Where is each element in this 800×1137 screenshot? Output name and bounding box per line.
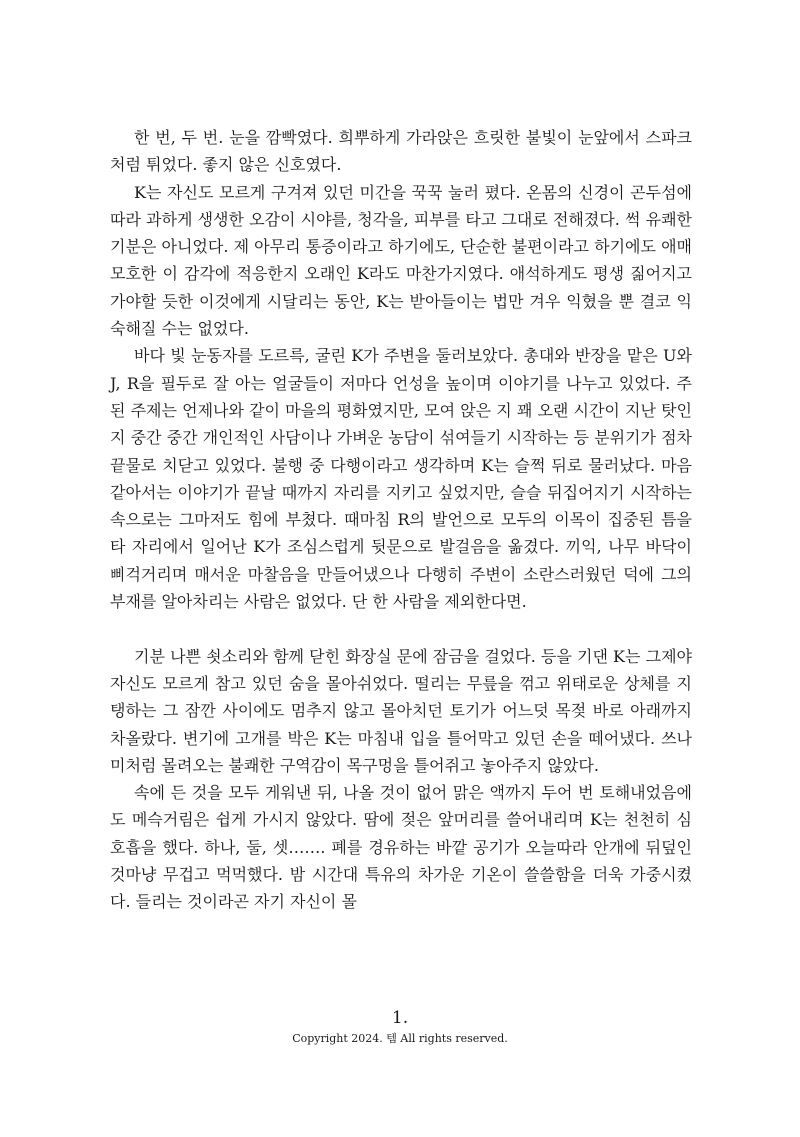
paragraph-1: 한 번, 두 번. 눈을 깜빡였다. 희뿌하게 가라앉은 흐릿한 불빛이 눈앞에서 스파크처럼 튀었다. 좋지 않은 신호였다. xyxy=(110,128,692,175)
section-break xyxy=(110,615,692,642)
copyright-notice: Copyright 2024. 템 All rights reserved. xyxy=(292,1032,508,1045)
paragraph-4: 기분 나쁜 쇳소리와 함께 닫힌 화장실 문에 잠금을 걸었다. 등을 기댄 K는 그제야 자신도 모르게 참고 있던 숨을 몰아쉬었다. 떨리는 무릎을 꺾고 위태로운 상체를 지탱하는 그 잠깐 사이에도 멈추지 않고 몰아치던 토기가 어느덧 목젖 바로 아래까지 차올랐다. 변기에 고개를 박은 K는 마침내 입을 틀어막고 있던 손을 떼어냈다. 쓰나미처럼 몰려오는 불쾌한 구역감이 목구멍을 틀어쥐고 놓아주지 않았다. xyxy=(110,646,692,775)
paragraph-2: K는 자신도 모르게 구겨져 있던 미간을 꾹꾹 눌러 폈다. 온몸의 신경이 곤두섬에 따라 과하게 생생한 오감이 시야를, 청각을, 피부를 타고 그대로 전해졌다. 썩 유쾌한 기분은 아니었다. 제 아무리 통증이라고 하기에도, 단순한 불편이라고 하기에도 애매모호한 이 감각에 적응한지 오래인 K라도 마찬가지였다. 애석하게도 평생 짊어지고 가야할 듯한 이것에게 시달리는 동안, K는 받아들이는 법만 겨우 익혔을 뿐 결코 익숙해질 수는 없었다. xyxy=(110,182,692,339)
body-text xyxy=(110,124,692,916)
paragraph-5: 속에 든 것을 모두 게워낸 뒤, 나올 것이 없어 맑은 액까지 두어 번 토해내었음에도 메슥거림은 쉽게 가시지 않았다. 땀에 젖은 앞머리를 쓸어내리며 K는 천천히 심호흡을 했다. 하나, 둘, 셋……. 폐를 경유하는 바깥 공기가 오늘따라 안개에 뒤덮인 것마냥 무겁고 먹먹했다. 밤 시간대 특유의 차가운 기온이 쓸쓸함을 더욱 가중시켰다. 들리는 것이라곤 자기 자신이 몰 xyxy=(110,783,692,912)
paragraph-3: 바다 빛 눈동자를 도르륵, 굴린 K가 주변을 둘러보았다. 총대와 반장을 맡은 U와 J, R을 필두로 잘 아는 얼굴들이 저마다 언성을 높이며 이야기를 나누고 있었다. 주된 주제는 언제나와 같이 마을의 평화였지만, 모여 앉은 지 꽤 오랜 시간이 지난 탓인지 중간 중간 개인적인 사담이나 가벼운 농담이 섞여들기 시작하는 등 분위기가 점차 끝물로 치닫고 있었다. 불행 중 다행이라고 생각하며 K는 슬쩍 뒤로 물러났다. 마음 같아서는 이야기가 끝날 때까지 자리를 지키고 싶었지만, 슬슬 뒤집어지기 시작하는 속으로는 그마저도 힘에 부쳤다. 때마침 R의 발언으로 모두의 이목이 집중된 틈을 타 자리에서 일어난 K가 조심스럽게 뒷문으로 발걸음을 옮겼다. 끼익, 나무 바닥이 삐걱거리며 매서운 마찰음을 만들어냈으나 다행히 주변이 소란스러웠던 덕에 그의 부재를 알아차리는 사람은 없었다. 단 한 사람을 제외한다면. xyxy=(110,346,692,612)
page-number: 1. xyxy=(391,1008,409,1028)
